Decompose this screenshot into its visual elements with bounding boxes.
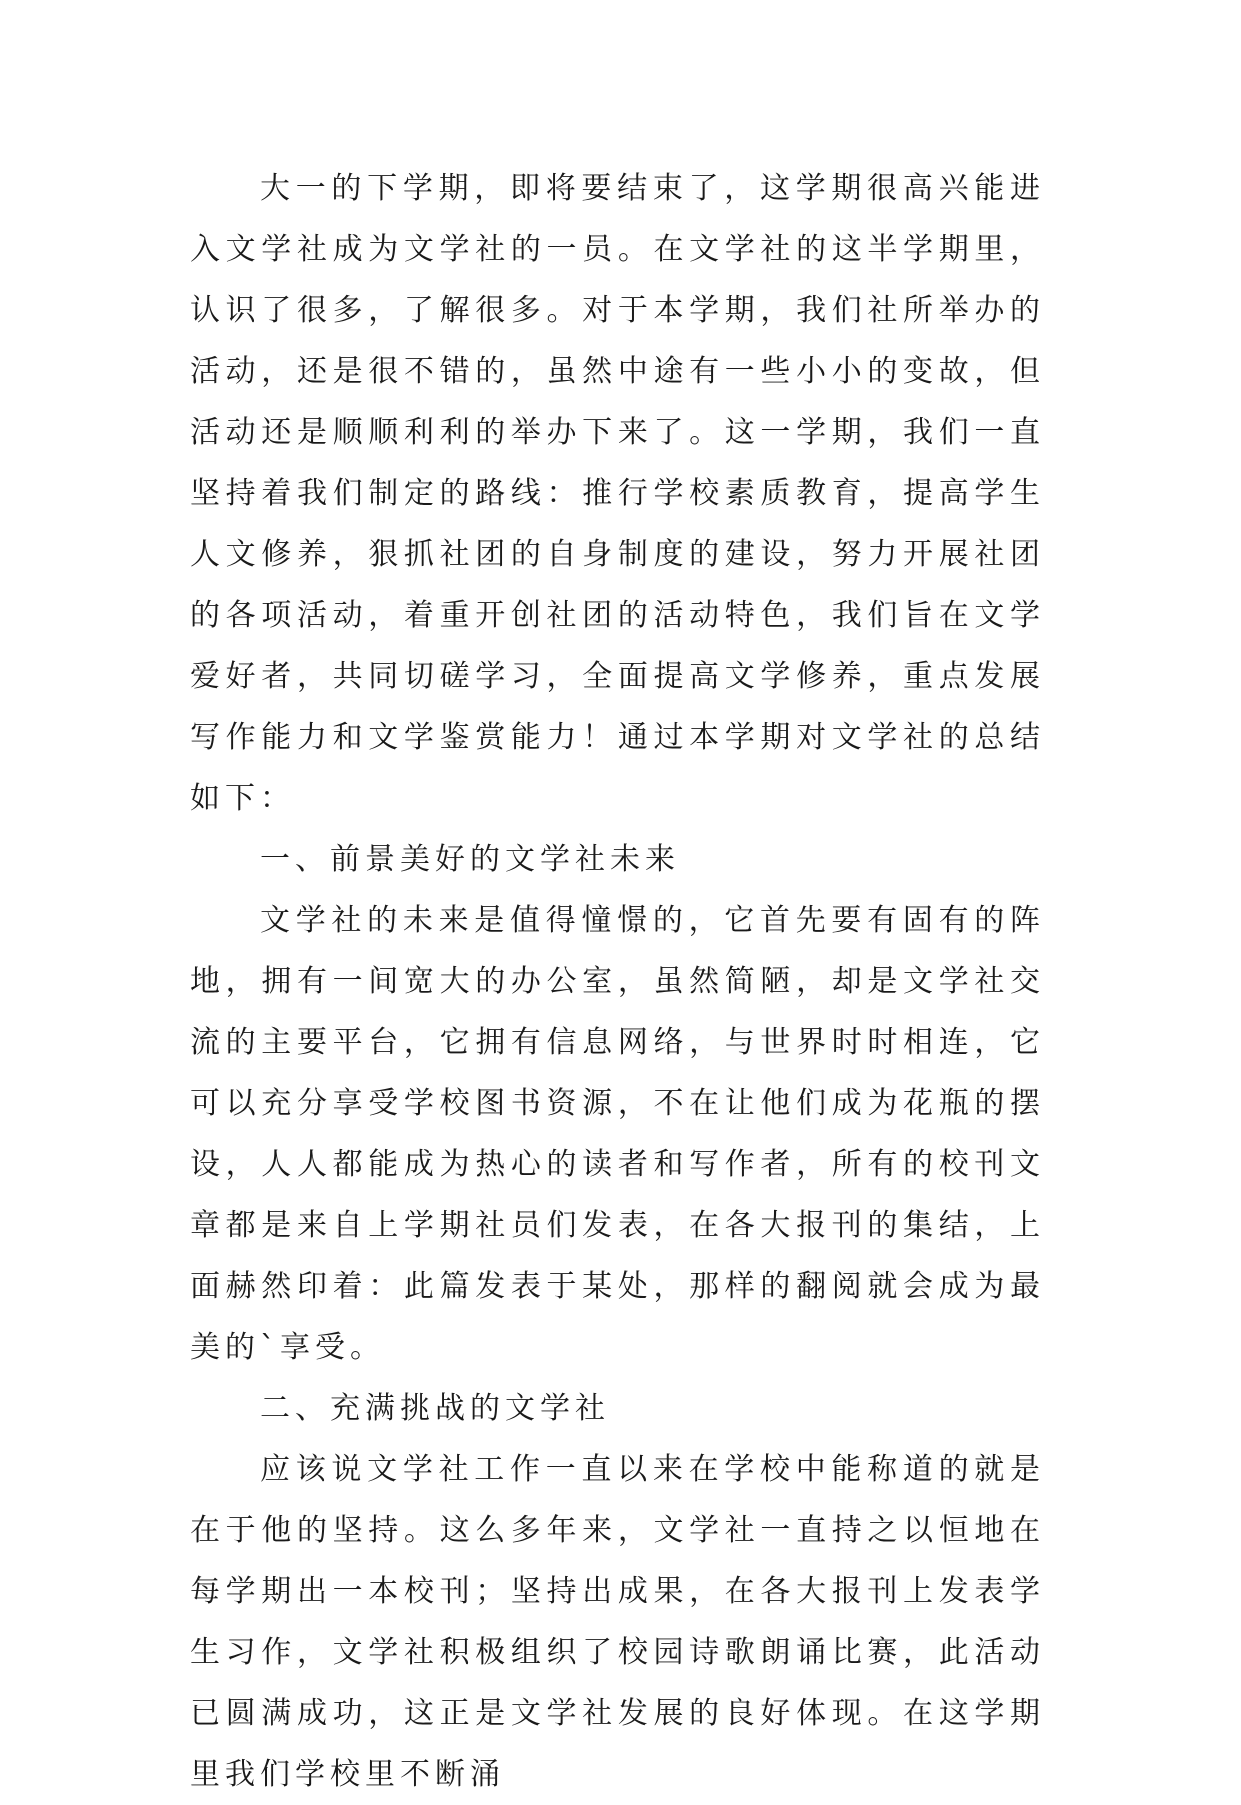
document-page — [190, 158, 1045, 1805]
paragraph-section-1: 文学社的未来是值得憧憬的，它首先要有固有的阵地，拥有一间宽大的办公室，虽然简陋，却是文学社交流的主要平台，它拥有信息网络，与世界时时相连，它可以充分享受学校图书资源，不在让他们成为花瓶的摆设，人人都能成为热心的读者和写作者，所有的校刊文章都是来自上学期社员们发表，在各大报刊的集结，上面赫然印着：此篇发表于某处，那样的翻阅就会成为最美的`享受。 — [190, 903, 1045, 1365]
paragraph-section-2: 应该说文学社工作一直以来在学校中能称道的就是在于他的坚持。这么多年来，文学社一直持之以恒地在每学期出一本校刊；坚持出成果，在各大报刊上发表学生习作，文学社积极组织了校园诗歌朗诵比赛，此活动已圆满成功，这正是文学社发展的良好体现。在这学期里我们学校里不断涌 — [190, 1452, 1045, 1792]
paragraph-intro: 大一的下学期，即将要结束了，这学期很高兴能进入文学社成为文学社的一员。在文学社的这半学期里，认识了很多，了解很多。对于本学期，我们社所举办的活动，还是很不错的，虽然中途有一些小小的变故，但活动还是顺顺利利的举办下来了。这一学期，我们一直坚持着我们制定的路线：推行学校素质教育，提高学生人文修养，狠抓社团的自身制度的建设，努力开展社团的各项活动，着重开创社团的活动特色，我们旨在文学爱好者，共同切磋学习，全面提高文学修养，重点发展写作能力和文学鉴赏能力！通过本学期对文学社的总结如下： — [190, 171, 1045, 816]
section-heading-1: 一、前景美好的文学社未来 — [260, 842, 680, 877]
section-heading-2: 二、充满挑战的文学社 — [260, 1391, 610, 1426]
